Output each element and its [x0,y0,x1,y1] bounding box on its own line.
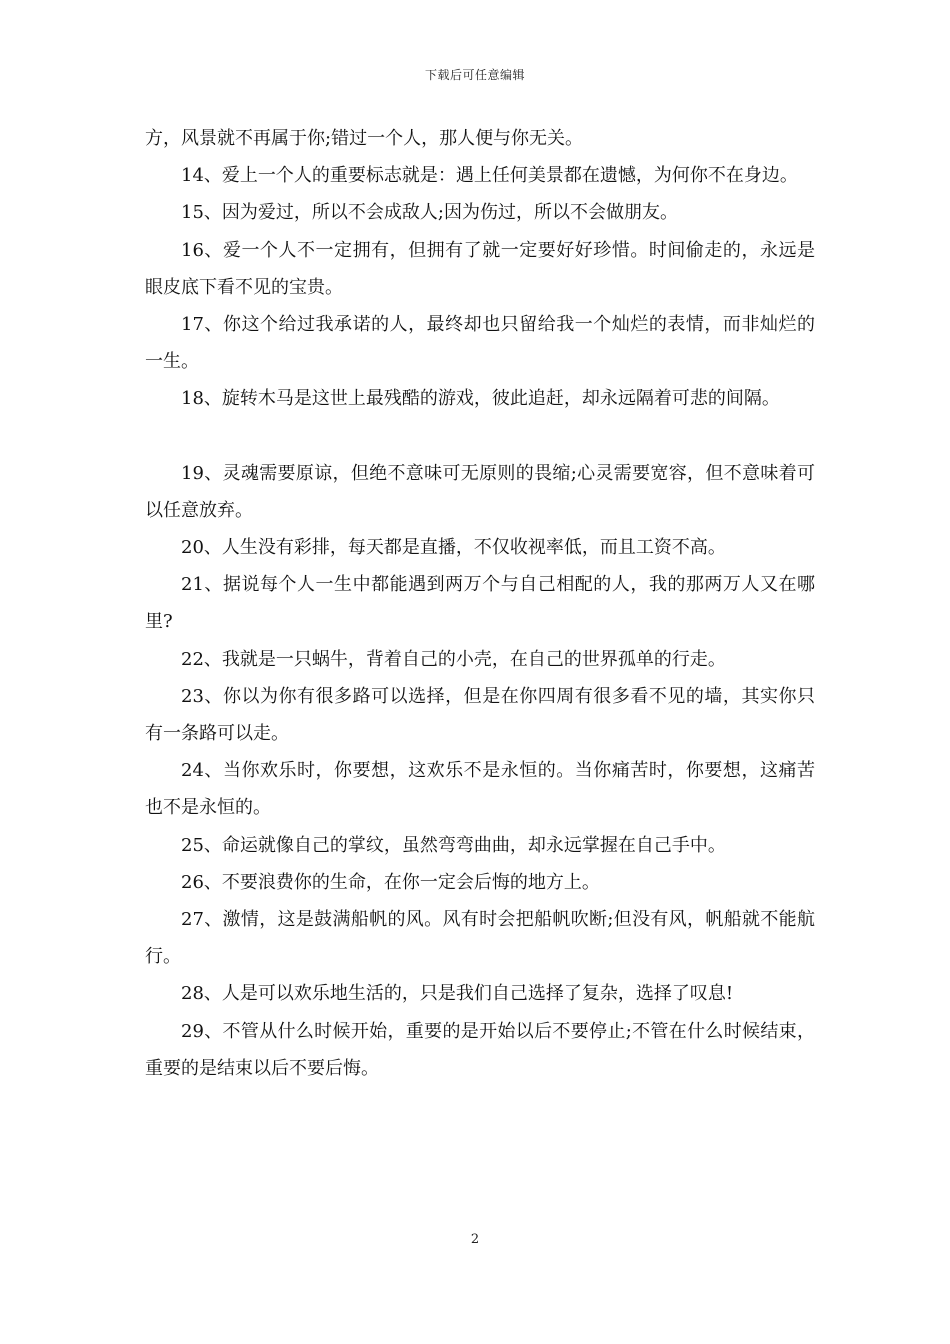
paragraph-21: 21、据说每个人一生中都能遇到两万个与自己相配的人，我的那两万人又在哪里? [145,574,815,633]
paragraph-20: 20、人生没有彩排，每天都是直播，不仅收视率低，而且工资不高。 [181,537,726,559]
paragraph-27: 27、激情，这是鼓满船帆的风。风有时会把船帆吹断;但没有风，帆船就不能航行。 [145,909,815,968]
page-header: 下载后可任意编辑 [424,68,525,82]
paragraph-26: 26、不要浪费你的生命，在你一定会后悔的地方上。 [181,871,600,893]
paragraph-24: 24、当你欢乐时，你要想，这欢乐不是永恒的。当你痛苦时，你要想，这痛苦也不是永恒的。 [145,760,815,819]
paragraph-15: 15、因为爱过，所以不会成敌人;因为伤过，所以不会做朋友。 [181,202,678,224]
paragraph-17: 17、你这个给过我承诺的人，最终却也只留给我一个灿烂的表情，而非灿烂的一生。 [145,314,815,373]
page-number: 2 [470,1232,480,1247]
paragraph-16: 16、爱一个人不一定拥有，但拥有了就一定要好好珍惜。时间偷走的，永远是眼皮底下看不见的宝贵。 [145,239,815,298]
paragraph-29: 29、不管从什么时候开始，重要的是开始以后不要停止;不管在什么时候结束，重要的是结束以后不要后悔。 [145,1020,815,1079]
paragraph-25: 25、命运就像自己的掌纹，虽然弯弯曲曲，却永远掌握在自己手中。 [181,834,726,856]
blank-line [145,418,815,455]
paragraph-23: 23、你以为你有很多路可以选择，但是在你四周有很多看不见的墙，其实你只有一条路可以走。 [145,685,815,745]
paragraph-18: 18、旋转木马是这世上最残酷的游戏，彼此追赶，却永远隔着可悲的间隔。 [181,388,780,410]
paragraph-28: 28、人是可以欢乐地生活的，只是我们自己选择了复杂，选择了叹息! [181,983,734,1005]
paragraph-19: 19、灵魂需要原谅，但绝不意味可无原则的畏缩;心灵需要宽容，但不意味着可以任意放弃。 [145,462,815,521]
paragraph-14: 14、爱上一个人的重要标志就是：遇上任何美景都在遗憾，为何你不在身边。 [181,165,798,187]
paragraph-22: 22、我就是一只蜗牛，背着自己的小壳，在自己的世界孤单的行走。 [181,648,726,670]
paragraph-continued: 方，风景就不再属于你;错过一个人，那人便与你无关。 [145,128,584,149]
document-body [145,120,815,1087]
